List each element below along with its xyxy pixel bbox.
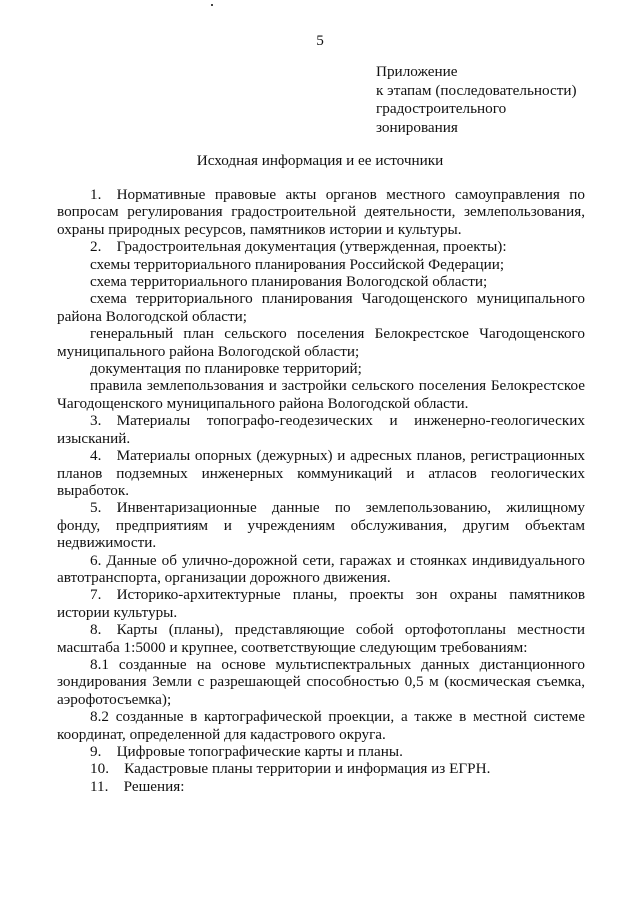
appendix-line-1: Приложение	[376, 63, 458, 80]
item-2-sub-d: генеральный план сельского поселения Белокрестское Чагодощенского муниципального района Вологодской области;	[57, 325, 585, 360]
item-7: 7. Историко-архитектурные планы, проекты зон охраны памятников истории культуры.	[57, 586, 585, 621]
item-8: 8. Карты (планы), представляющие собой ортофотопланы местности масштаба 1:5000 и крупнее, соответствующие следующим требованиям:	[57, 621, 585, 656]
item-2-sub-e: документация по планировке территорий;	[90, 360, 362, 378]
section-title: Исходная информация и ее источники	[196, 152, 444, 169]
item-2-sub-c: схема территориального планирования Чагодощенского муниципального района Вологодской области;	[57, 290, 585, 325]
scan-speck	[211, 4, 213, 6]
item-4: 4. Материалы опорных (дежурных) и адресных планов, регистрационных планов подземных инженерных коммуникаций и атласов геологических выработок.	[57, 447, 585, 499]
item-8-2: 8.2 созданные в картографической проекции, а также в местной системе координат, определенной для кадастрового округа.	[57, 708, 585, 743]
item-2-sub-f: правила землепользования и застройки сельского поселения Белокрестское Чагодощенского муниципального района Вологодской области.	[57, 377, 585, 412]
appendix-line-2: к этапам (последовательности)	[376, 81, 577, 99]
item-2-sub-b: схема территориального планирования Вологодской области;	[90, 273, 488, 291]
appendix-line-4: зонирования	[376, 118, 458, 136]
document-body	[57, 186, 585, 795]
item-5: 5. Инвентаризационные данные по землепользованию, жилищному фонду, предприятиям и учреждениям обслуживания, другим объектам недвижимости.	[57, 499, 585, 552]
item-8-1: 8.1 созданные на основе мультиспектральных данных дистанционного зондирования Земли с разрешающей способностью 0,5 м (космическая съемка, аэрофотосъемка);	[57, 655, 585, 708]
appendix-caption	[376, 63, 626, 137]
item-1: 1. Нормативные правовые акты органов местного самоуправления по вопросам регулирования градостроительной деятельности, землепользования, охраны природных ресурсов, памятников истории и культуры.	[57, 186, 585, 238]
item-2: 2. Градостроительная документация (утвержденная, проекты):	[90, 238, 507, 256]
item-2-sub-a: схемы территориального планирования Российской Федерации;	[90, 255, 505, 273]
item-10: 10. Кадастровые планы территории и информация из ЕГРН.	[90, 760, 491, 778]
item-6: 6. Данные об улично-дорожной сети, гаражах и стоянках индивидуального автотранспорта, организации дорожного движения.	[57, 551, 585, 586]
item-11: 11. Решения:	[90, 777, 185, 795]
appendix-line-3: градостроительного	[376, 100, 507, 118]
item-3: 3. Материалы топографо-геодезических и инженерно-геологических изысканий.	[57, 412, 585, 447]
page-number: 5	[316, 32, 324, 49]
item-9: 9. Цифровые топографические карты и планы.	[90, 743, 403, 760]
